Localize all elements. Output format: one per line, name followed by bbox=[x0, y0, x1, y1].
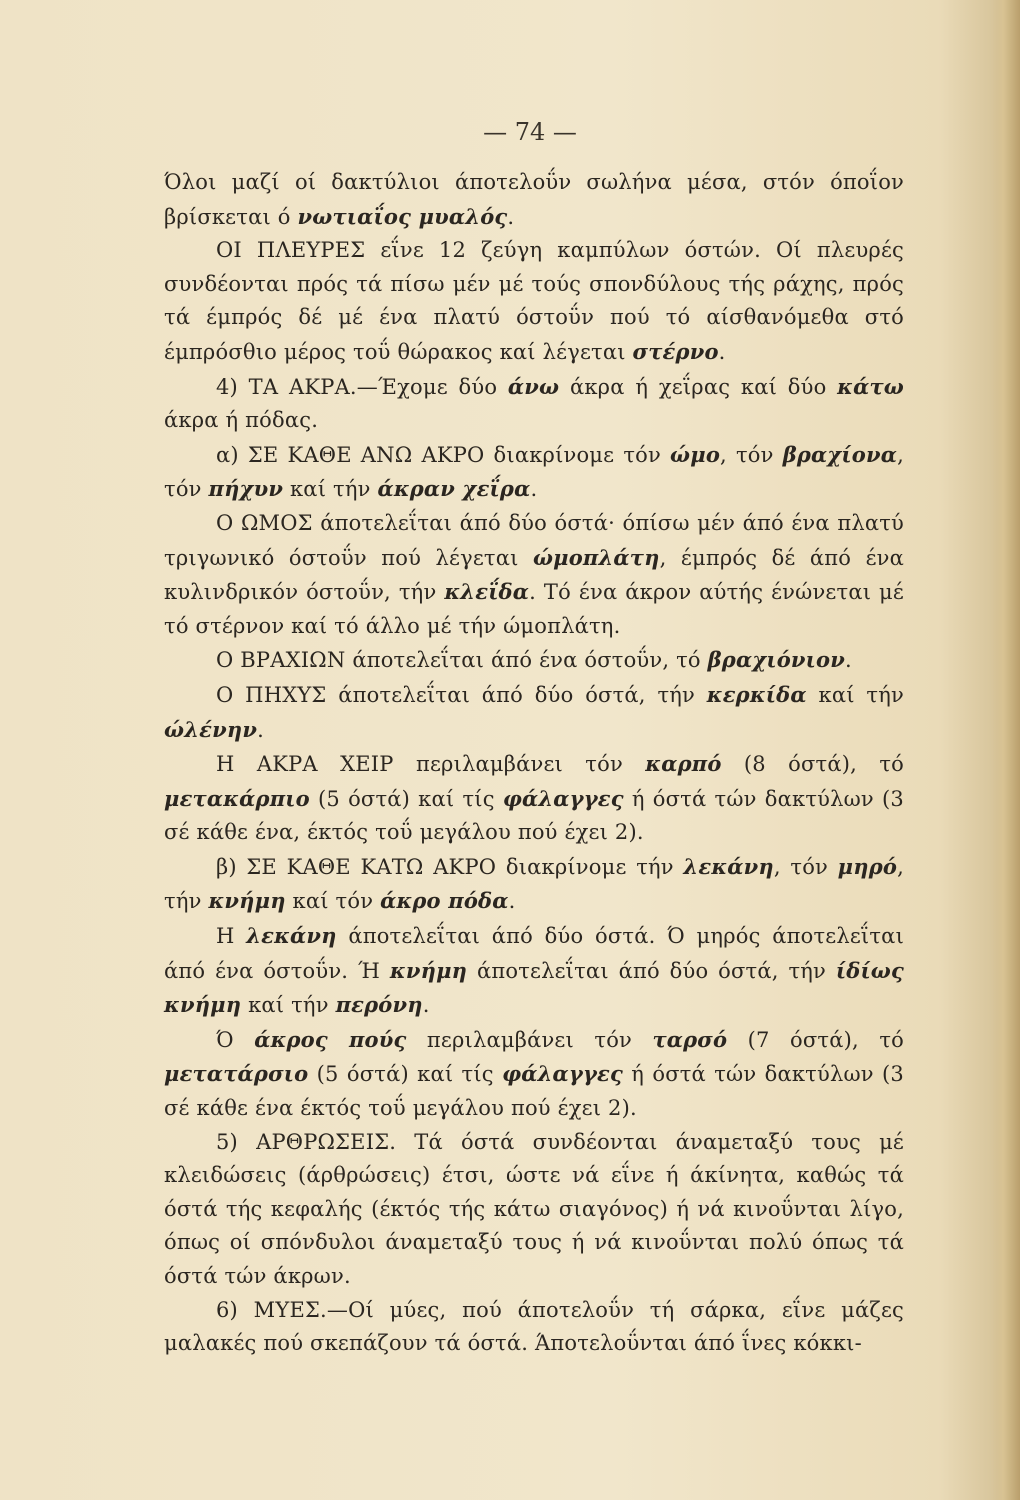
term: ίδίως κνήμη bbox=[164, 957, 904, 1018]
paragraph bbox=[164, 166, 904, 234]
text-run: Ο ΩΜΟΣ άποτελεΐται άπό δύο όστά· όπίσω μέν άπό ένα πλατύ τριγωνικό όστοΰν πού λέγεται bbox=[164, 510, 904, 570]
term: κλεΐδα bbox=[444, 579, 530, 605]
paragraph bbox=[164, 643, 904, 678]
term: ώλένην bbox=[164, 716, 258, 742]
text-run: , έμπρός δέ άπό ένα κυλινδρικόν όστοΰν, τήν bbox=[164, 545, 904, 605]
text-run: (8 όστά), τό bbox=[721, 752, 904, 777]
term: κάτω bbox=[837, 373, 904, 399]
term: μετακάρπιο bbox=[164, 785, 310, 811]
text-run: . bbox=[508, 889, 516, 914]
text-run: Ο ΠΗΧΥΣ άποτελεΐται άπό δύο όστά, τήν bbox=[216, 682, 707, 707]
text-run: . bbox=[257, 717, 264, 742]
page-number: — 74 — bbox=[483, 118, 577, 146]
term: κνήμη bbox=[208, 888, 286, 914]
text-run: (5 όστά) καί τίς bbox=[308, 1062, 503, 1087]
text-run: Ό bbox=[216, 1027, 255, 1052]
text-run: ή όστά τών δακτύλων (3 σέ κάθε ένα, έκτός τοΰ μεγάλου πού έχει 2). bbox=[164, 786, 904, 845]
term: ώμοπλάτη bbox=[532, 544, 660, 570]
text-run: . bbox=[530, 477, 538, 502]
text-run: Ο ΒΡΑΧΙΩΝ άποτελεΐται άπό ένα όστοΰν, τό bbox=[216, 648, 708, 673]
text-run: (7 όστά), τό bbox=[727, 1027, 904, 1052]
term: στέρνο bbox=[632, 338, 719, 364]
text-run: . bbox=[718, 339, 726, 364]
text-run: β) ΣΕ ΚΑΘΕ ΚΑΤΩ ΑΚΡΟ διακρίνομε τήν bbox=[216, 854, 684, 879]
text-run: ή όστά τών δακτύλων (3 σέ κάθε ένα έκτός τοΰ μεγάλου πού έχει 2). bbox=[164, 1062, 904, 1121]
term: φάλαγγες bbox=[502, 785, 624, 811]
text-run: , τόν bbox=[773, 854, 838, 879]
text-run: 5) ΑΡΘΡΩΣΕΙΣ. Τά όστά συνδέονται άναμεταξύ τους μέ κλειδώσεις (άρθρώσεις) έτσι, ώστε νά εΐνε ή άκίνητα, καθώς τά όστά τής κεφαλής (έκτός τής κάτω σιαγόνος) ή νά κινοΰνται λίγο, όπως οί σπόνδυλοι άναμεταξύ τους ή νά κινοΰνται πολύ όπως τά όστά τών άκρων. bbox=[164, 1129, 904, 1288]
text-run: άκρα ή πόδας. bbox=[164, 408, 319, 433]
text-run: . Τό ένα άκρον αύτής ένώνεται μέ τό στέρνον καί τό άλλο μέ τήν ώμοπλάτη. bbox=[164, 580, 904, 638]
text-run: άκρα ή χεΐρας καί δύο bbox=[559, 374, 838, 399]
term: πήχυν bbox=[208, 476, 284, 502]
text-run: καί τόν bbox=[285, 889, 381, 914]
text-run: Η ΑΚΡΑ ΧΕΙΡ περιλαμβάνει τόν bbox=[216, 752, 646, 777]
paragraph bbox=[164, 850, 904, 919]
text-run: , τόν bbox=[164, 442, 904, 502]
text-run: 4) ΤΑ ΑΚΡΑ.—Έχομε δύο bbox=[216, 374, 508, 399]
term: λεκάνη bbox=[683, 853, 774, 879]
term: κερκίδα bbox=[706, 681, 807, 707]
term: νωτιαΐος μυαλός bbox=[297, 203, 508, 229]
text-run: Η bbox=[216, 924, 247, 949]
paragraph bbox=[164, 1126, 904, 1294]
term: περόνη bbox=[335, 992, 423, 1018]
term: μετατάρσιο bbox=[164, 1061, 309, 1087]
paragraph bbox=[164, 919, 904, 1023]
term: κνήμη bbox=[389, 957, 468, 983]
text-run: , τήν bbox=[164, 854, 904, 914]
term: άκρος πούς bbox=[254, 1026, 407, 1052]
paragraph bbox=[164, 1294, 904, 1361]
term: βραχίονα bbox=[782, 441, 898, 467]
term: άκρο πόδα bbox=[380, 888, 509, 914]
term: καρπό bbox=[645, 751, 722, 777]
term: άνω bbox=[507, 373, 560, 399]
term: ταρσό bbox=[652, 1026, 728, 1052]
text-run: άποτελεΐται άπό δύο όστά. Ό μηρός άποτελεΐται άπό ένα όστοΰν. Ή bbox=[164, 924, 904, 983]
term: λεκάνη bbox=[246, 923, 337, 949]
paragraph bbox=[164, 747, 904, 850]
text-run: α) ΣΕ ΚΑΘΕ ΑΝΩ ΑΚΡΟ διακρίνομε τόν bbox=[216, 442, 671, 467]
term: μηρό bbox=[837, 853, 898, 879]
paragraph bbox=[164, 678, 904, 747]
term: άκραν χεΐρα bbox=[377, 476, 531, 502]
text-run: . bbox=[845, 648, 852, 673]
text-run: . bbox=[422, 993, 430, 1018]
body-text bbox=[164, 166, 904, 1361]
text-run: άποτελεΐται άπό δύο όστά, τήν bbox=[467, 958, 836, 983]
text-run: καί τήν bbox=[283, 477, 378, 502]
text-run: καί τήν bbox=[806, 682, 904, 707]
term: ώμο bbox=[670, 441, 721, 467]
paragraph bbox=[164, 438, 904, 507]
term: βραχιόνιον bbox=[707, 647, 846, 673]
paragraph bbox=[164, 234, 904, 369]
text-run: καί τήν bbox=[241, 993, 336, 1018]
page-edge-shadow bbox=[992, 0, 1020, 1500]
paragraph bbox=[164, 370, 904, 438]
text-run: . bbox=[507, 204, 515, 229]
paragraph bbox=[164, 507, 904, 643]
text-run: , τόν bbox=[720, 442, 783, 467]
term: φάλαγγες bbox=[502, 1061, 623, 1087]
text-run: ΟΙ ΠΛΕΥΡΕΣ εΐνε 12 ζεύγη καμπύλων όστών. Οί πλευρές συνδέονται πρός τά πίσω μέν μέ τούς σπονδύλους τής ράχης, πρός τά έμπρός δέ μέ ένα πλατύ όστοΰν πού τό αίσθανόμεθα στό έμπρόσθιο μέρος τοΰ θώρακος καί λέγεται bbox=[164, 238, 904, 364]
text-run: (5 όστά) καί τίς bbox=[309, 786, 503, 811]
text-run: 6) ΜΥΕΣ.—Οί μύες, πού άποτελοΰν τή σάρκα, εΐνε μάζες μαλακές πού σκεπάζουν τά όστά. Άποτελοΰνται άπό ΐνες κόκκι- bbox=[164, 1297, 904, 1356]
paragraph bbox=[164, 1023, 904, 1126]
text-run: Όλοι μαζί οί δακτύλιοι άποτελοΰν σωλήνα μέσα, στόν όποΐον βρίσκεται ό bbox=[164, 170, 904, 229]
text-run: περιλαμβάνει τόν bbox=[406, 1027, 653, 1052]
